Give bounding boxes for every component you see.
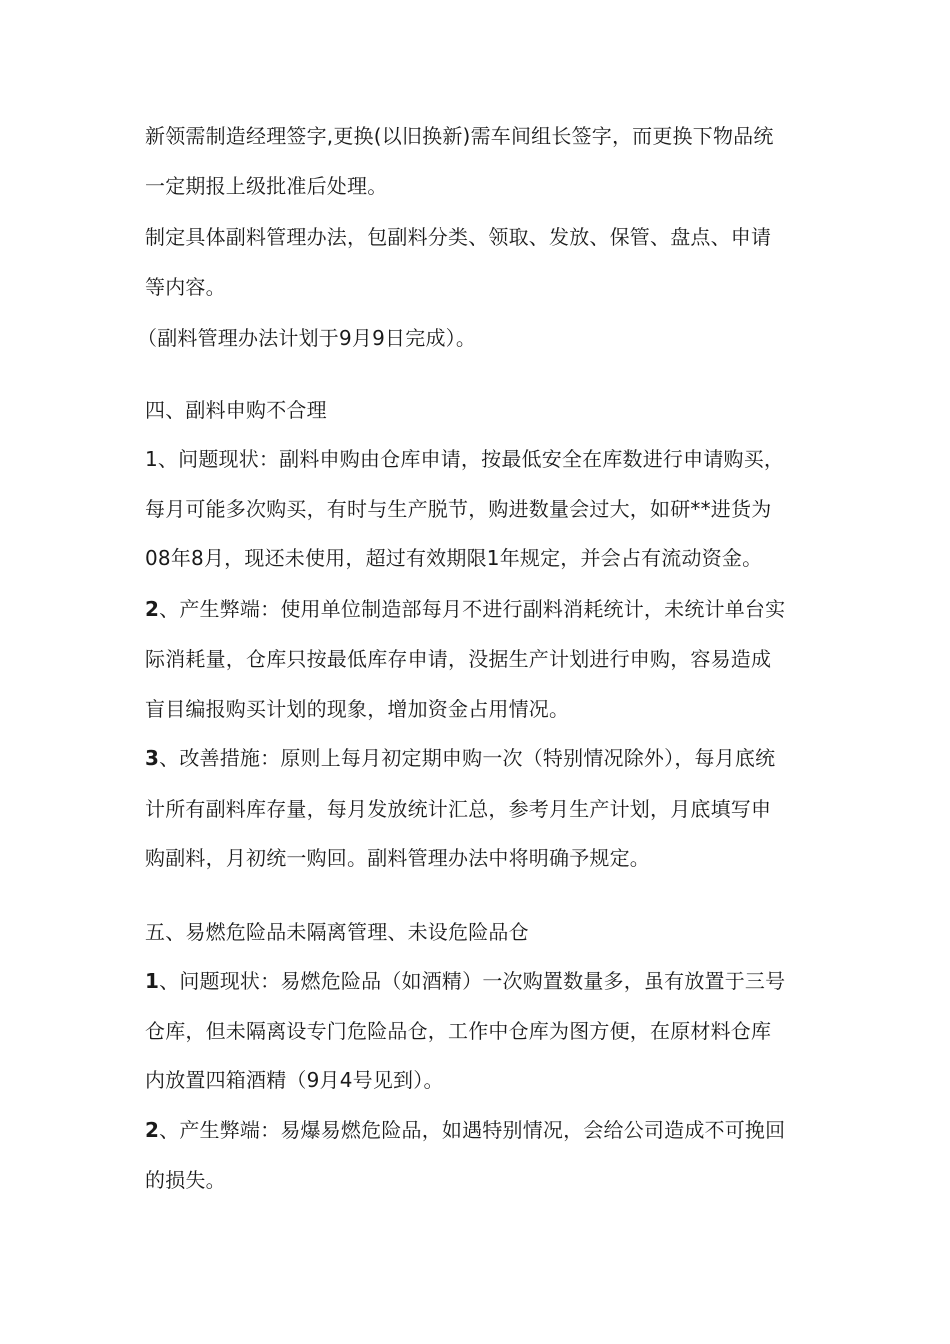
item-text: 、改善措施：原则上每月初定期申购一次（特别情况除外），每月底统 — [159, 746, 776, 770]
item-number: 2 — [145, 597, 160, 621]
text-line: 每月可能多次购买，有时与生产脱节，购进数量会过大，如研**进货为 — [145, 497, 772, 521]
text-line — [145, 596, 825, 622]
text-line: 计所有副料库存量，每月发放统计汇总，参考月生产计划，月底填写申 — [145, 797, 772, 821]
text-line: 购副料，月初统一购回。副料管理办法中将明确予规定。 — [145, 846, 650, 870]
section-heading: 五、易燃危险品未隔离管理、未设危险品仓 — [145, 920, 529, 944]
text-line — [145, 745, 825, 771]
text-line — [145, 1117, 825, 1143]
item-number: 3 — [145, 746, 160, 770]
text-line: 仓库，但未隔离设专门危险品仓，工作中仓库为图方便，在原材料仓库 — [145, 1019, 772, 1043]
text-line: 内放置四箱酒精（9月4号见到）。 — [145, 1068, 444, 1092]
section-heading: 四、副料申购不合理 — [145, 398, 327, 422]
text-line: 制定具体副料管理办法，包副料分类、领取、发放、保管、盘点、申请 — [145, 225, 772, 249]
item-number: 1 — [145, 969, 160, 993]
item-text: 、产生弊端：使用单位制造部每月不进行副料消耗统计，未统计单台实 — [159, 597, 786, 621]
text-line: 的损失。 — [145, 1168, 226, 1192]
text-line: 一定期报上级批准后处理。 — [145, 174, 388, 198]
text-line: 等内容。 — [145, 275, 226, 299]
text-line: 盲目编报购买计划的现象，增加资金占用情况。 — [145, 697, 570, 721]
text-line: 际消耗量，仓库只按最低库存申请，没据生产计划进行申购，容易造成 — [145, 647, 772, 671]
item-text: 、产生弊端：易爆易燃危险品，如遇特别情况，会给公司造成不可挽回 — [159, 1118, 786, 1142]
text-line: 08年8月，现还未使用，超过有效期限1年规定，并会占有流动资金。 — [145, 546, 763, 570]
item-number: 2 — [145, 1118, 160, 1142]
text-line: 新领需制造经理签字,更换(以旧换新)需车间组长签字，而更换下物品统 — [145, 124, 774, 148]
text-line: 1、问题现状：副料申购由仓库申请，按最低安全在库数进行申请购买， — [145, 447, 785, 471]
text-line — [145, 968, 825, 994]
text-line: （副料管理办法计划于9月9日完成）。 — [137, 326, 477, 350]
item-text: 、问题现状：易燃危险品（如酒精）一次购置数量多，虽有放置于三号 — [159, 969, 786, 993]
